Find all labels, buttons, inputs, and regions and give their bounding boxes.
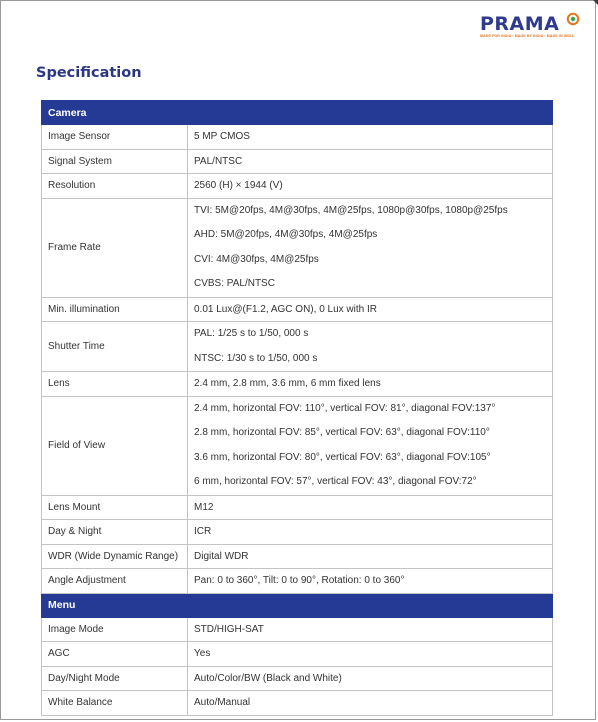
spec-label: Image Mode bbox=[42, 617, 188, 642]
spec-value-cell bbox=[188, 569, 553, 594]
spec-value: 3.6 mm, horizontal FOV: 80°, vertical FOV: 63°, diagonal FOV:105° bbox=[194, 451, 491, 463]
spec-value-cell bbox=[188, 322, 553, 372]
spec-value: CVI: 4M@30fps, 4M@25fps bbox=[194, 253, 319, 265]
spec-value: 2.4 mm, 2.8 mm, 3.6 mm, 6 mm fixed lens bbox=[194, 378, 381, 390]
spec-value-cell bbox=[188, 617, 553, 642]
spec-label: Image Sensor bbox=[42, 125, 188, 150]
prama-logo bbox=[480, 12, 580, 42]
spec-label: Day & Night bbox=[42, 520, 188, 545]
spec-label: Resolution bbox=[42, 174, 188, 199]
spec-value-cell bbox=[188, 372, 553, 397]
spec-value: PAL: 1/25 s to 1/50, 000 s bbox=[194, 328, 309, 339]
spec-value: M12 bbox=[194, 501, 214, 513]
table-row bbox=[42, 149, 553, 174]
page-title: Specification bbox=[36, 65, 142, 81]
spec-value: Auto/Manual bbox=[194, 697, 251, 709]
table-row bbox=[42, 396, 553, 495]
table-row bbox=[42, 691, 553, 716]
section-header-camera bbox=[42, 101, 553, 125]
spec-value-cell bbox=[188, 544, 553, 569]
spec-label: Angle Adjustment bbox=[42, 569, 188, 594]
specification-table bbox=[41, 100, 553, 716]
spec-label: Lens bbox=[42, 372, 188, 397]
spec-value: 2.4 mm, horizontal FOV: 110°, vertical FOV: 81°, diagonal FOV:137° bbox=[194, 402, 496, 414]
spec-value: 0.01 Lux@(F1.2, AGC ON), 0 Lux with IR bbox=[194, 303, 377, 315]
spec-value: Pan: 0 to 360°, Tilt: 0 to 90°, Rotation: 0 to 360° bbox=[194, 575, 405, 587]
spec-label: White Balance bbox=[42, 691, 188, 716]
page-corner-mark bbox=[593, 0, 598, 5]
table-row bbox=[42, 174, 553, 199]
logo-wordmark: PRAMA bbox=[480, 13, 560, 35]
spec-label: Frame Rate bbox=[42, 198, 188, 297]
table-row bbox=[42, 520, 553, 545]
spec-label: WDR (Wide Dynamic Range) bbox=[42, 544, 188, 569]
table-row bbox=[42, 297, 553, 322]
spec-value: 5 MP CMOS bbox=[194, 131, 250, 143]
table-row bbox=[42, 372, 553, 397]
spec-value: Yes bbox=[194, 648, 211, 660]
spec-value: CVBS: PAL/NTSC bbox=[194, 278, 275, 289]
table-row bbox=[42, 125, 553, 150]
spec-label: Lens Mount bbox=[42, 495, 188, 520]
table-row bbox=[42, 198, 553, 297]
spec-value-cell bbox=[188, 520, 553, 545]
spec-label: Signal System bbox=[42, 149, 188, 174]
spec-label: Shutter Time bbox=[42, 322, 188, 372]
spec-value: ICR bbox=[194, 526, 212, 538]
section-title: Menu bbox=[42, 593, 553, 617]
table-row bbox=[42, 642, 553, 667]
spec-value: PAL/NTSC bbox=[194, 155, 243, 167]
spec-value: AHD: 5M@20fps, 4M@30fps, 4M@25fps bbox=[194, 229, 378, 240]
spec-label: Field of View bbox=[42, 396, 188, 495]
section-header-menu bbox=[42, 593, 553, 617]
spec-value-cell bbox=[188, 174, 553, 199]
spec-value-cell bbox=[188, 666, 553, 691]
spec-value-cell bbox=[188, 149, 553, 174]
spec-value-cell bbox=[188, 297, 553, 322]
logo-swirl-icon bbox=[566, 12, 580, 26]
spec-value-cell bbox=[188, 691, 553, 716]
spec-value-cell bbox=[188, 198, 553, 297]
spec-value-cell bbox=[188, 125, 553, 150]
spec-value: TVI: 5M@20fps, 4M@30fps, 4M@25fps, 1080p@30fps, 1080p@25fps bbox=[194, 204, 508, 216]
spec-label: Min. illumination bbox=[42, 297, 188, 322]
spec-value-cell bbox=[188, 495, 553, 520]
logo-tagline: MADE FOR INDIA • MADE BY INDIA • MADE IN INDIA bbox=[480, 34, 575, 38]
spec-label: Day/Night Mode bbox=[42, 666, 188, 691]
spec-value: 2.8 mm, horizontal FOV: 85°, vertical FOV: 63°, diagonal FOV:110° bbox=[194, 427, 490, 438]
section-title: Camera bbox=[42, 101, 553, 125]
table-row bbox=[42, 666, 553, 691]
spec-value: NTSC: 1/30 s to 1/50, 000 s bbox=[194, 352, 318, 364]
spec-label: AGC bbox=[42, 642, 188, 667]
table-row bbox=[42, 322, 553, 372]
table-row bbox=[42, 544, 553, 569]
spec-value-cell bbox=[188, 642, 553, 667]
table-row bbox=[42, 495, 553, 520]
spec-value: 2560 (H) × 1944 (V) bbox=[194, 180, 283, 192]
table-row bbox=[42, 617, 553, 642]
table-row bbox=[42, 569, 553, 594]
spec-value: STD/HIGH-SAT bbox=[194, 623, 264, 635]
spec-value: Auto/Color/BW (Black and White) bbox=[194, 672, 342, 684]
spec-value-cell bbox=[188, 396, 553, 495]
spec-value: 6 mm, horizontal FOV: 57°, vertical FOV: 43°, diagonal FOV:72° bbox=[194, 476, 477, 487]
spec-value: Digital WDR bbox=[194, 550, 249, 562]
